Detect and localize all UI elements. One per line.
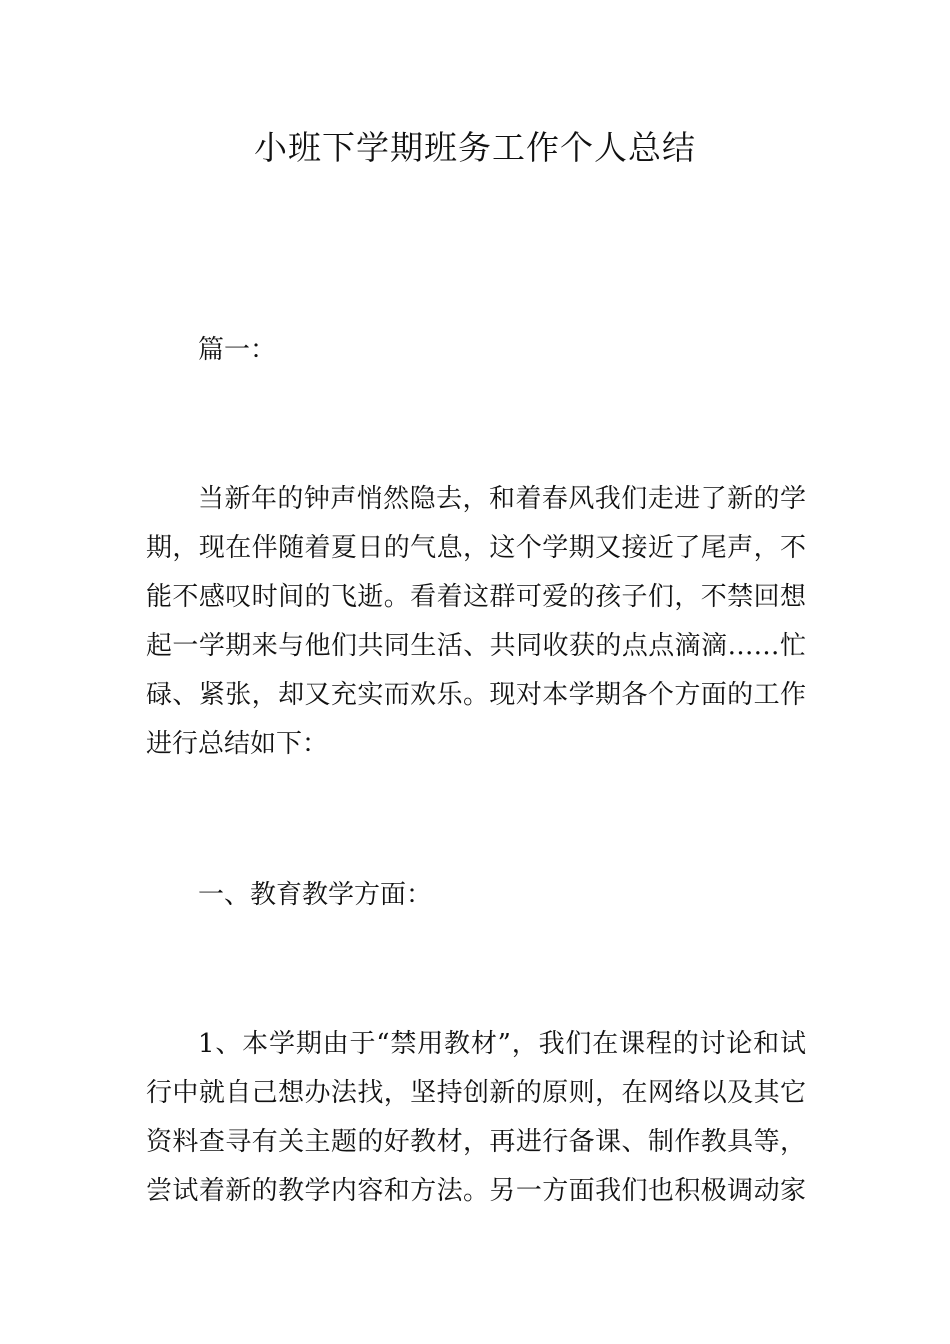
paragraph-line: 行中就自己想办法找，坚持创新的原则，在网络以及其它 [146, 1078, 806, 1108]
intro-paragraph-line: 能不感叹时间的飞逝。看着这群可爱的孩子们，不禁回想 [146, 582, 806, 612]
intro-paragraph-line: 期，现在伴随着夏日的气息，这个学期又接近了尾声，不 [146, 533, 806, 563]
paragraph-line: 资料查寻有关主题的好教材，再进行备课、制作教具等， [146, 1127, 806, 1157]
section-label: 篇一： [198, 335, 277, 365]
intro-paragraph-line: 当新年的钟声悄然隐去，和着春风我们走进了新的学 [198, 484, 806, 514]
document-title: 小班下学期班务工作个人总结 [254, 128, 696, 167]
intro-paragraph-line: 起一学期来与他们共同生活、共同收获的点点滴滴……忙 [146, 631, 806, 661]
intro-paragraph-line: 进行总结如下： [146, 729, 329, 759]
paragraph-line: 尝试着新的教学内容和方法。另一方面我们也积极调动家 [146, 1176, 806, 1206]
section-heading: 一、教育教学方面： [198, 880, 433, 910]
paragraph-line: 1、本学期由于“禁用教材”，我们在课程的讨论和试 [198, 1029, 806, 1059]
intro-paragraph-line: 碌、紧张，却又充实而欢乐。现对本学期各个方面的工作 [146, 680, 806, 710]
